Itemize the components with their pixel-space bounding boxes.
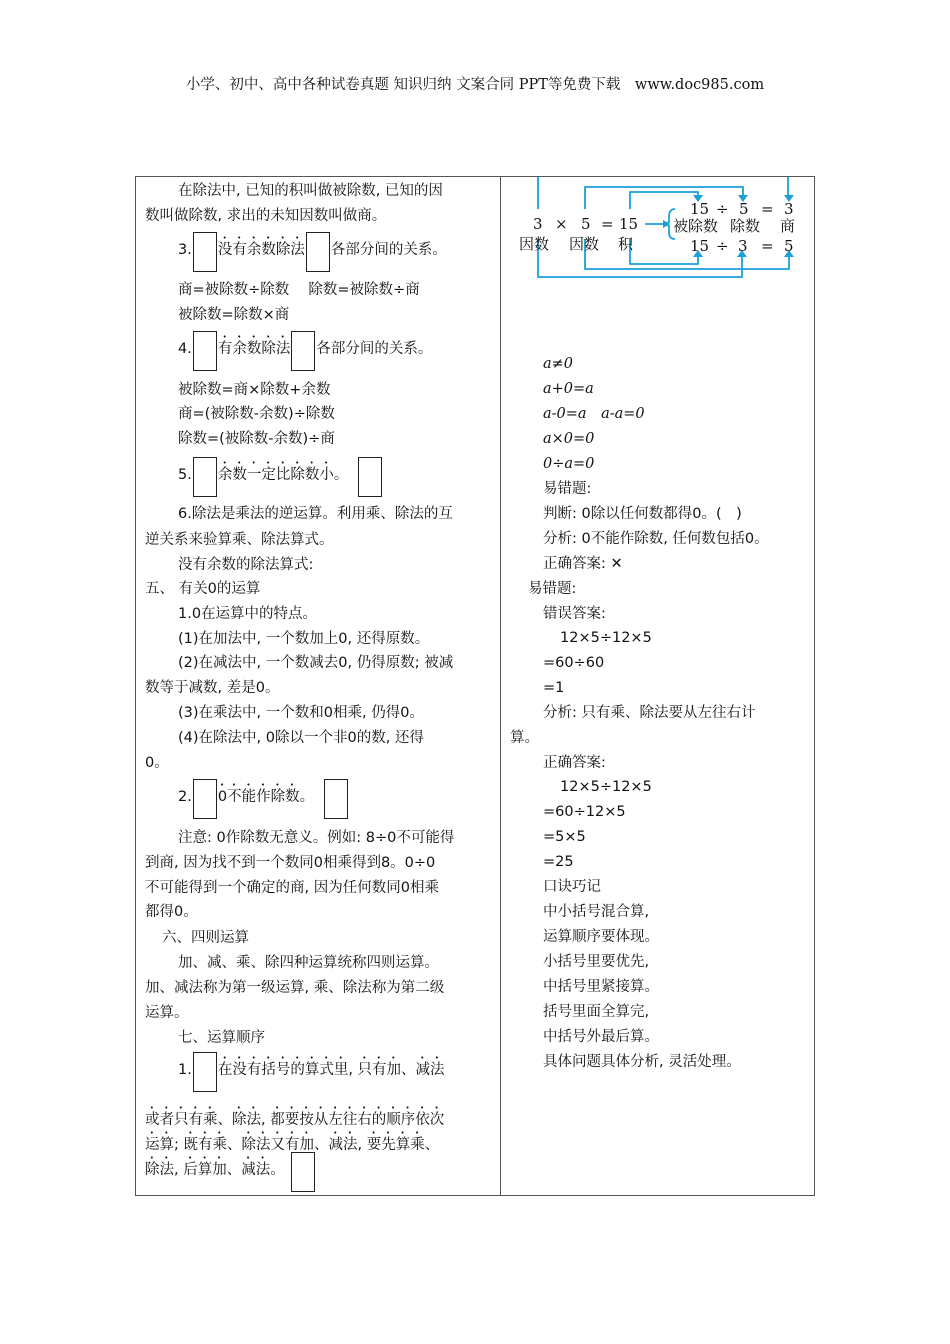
formula: 商=(被除数-余数)÷除数 xyxy=(178,406,335,422)
text-line: 注意: 0作除数无意义。例如: 8÷0不可能得 xyxy=(178,830,455,846)
dividend: 15 xyxy=(690,237,710,255)
equals-sign: = xyxy=(761,200,774,218)
times-sign: × xyxy=(555,215,568,233)
label: 因数 xyxy=(519,235,550,253)
formula: a×0=0 xyxy=(543,431,595,447)
divide-sign: ÷ xyxy=(716,200,729,218)
blank-box xyxy=(193,232,217,272)
text-line: 都得0。 xyxy=(145,904,198,920)
item-number: 2. xyxy=(178,789,192,805)
text-line: 正确答案: xyxy=(543,755,606,771)
divisor: 5 xyxy=(739,200,749,218)
emphasis-text: 在没有括号的算式里, 只有加、减法 xyxy=(217,1062,445,1078)
mnemonic-line: 中括号里紧接算。 xyxy=(543,979,659,995)
dividend: 15 xyxy=(690,200,710,218)
text-line: 6.除法是乘法的逆运算。利用乘、除法的互 xyxy=(178,506,453,522)
text-line: 错误答案: xyxy=(543,606,606,622)
item-2 xyxy=(178,775,349,819)
blank-box xyxy=(324,779,348,819)
text: 各部分间的关系。 xyxy=(330,242,447,258)
formula: =1 xyxy=(543,680,565,696)
section-heading: 七、运算顺序 xyxy=(178,1030,265,1046)
text-line: 正确答案: ✕ xyxy=(543,556,623,572)
order-rule xyxy=(178,1048,445,1092)
text: 。 xyxy=(333,467,349,483)
formula: 0÷a=0 xyxy=(543,456,595,472)
formula: =60÷12×5 xyxy=(543,804,626,820)
blank-box xyxy=(193,457,217,497)
blank-box xyxy=(193,331,217,371)
formula: 除数=(被除数-余数)÷商 xyxy=(178,431,335,447)
mnemonic-line: 中小括号混合算, xyxy=(543,904,650,920)
emphasis-text: 余数一定比除数小 xyxy=(217,467,334,483)
emphasis-text: 没有余数除法 xyxy=(217,242,305,258)
text-line: (4)在除法中, 0除以一个非0的数, 还得 xyxy=(178,730,424,746)
text-line: 1.0在运算中的特点。 xyxy=(178,606,318,622)
blank-box xyxy=(291,331,315,371)
formula: 被除数=商×除数+余数 xyxy=(178,382,331,398)
equals-sign: = xyxy=(761,237,774,255)
text-line xyxy=(145,1148,316,1192)
formula: =25 xyxy=(543,854,574,870)
blank-box xyxy=(358,457,382,497)
divide-sign: ÷ xyxy=(716,237,729,255)
emphasis-text: 除法, 后算加、减法。 xyxy=(145,1162,285,1178)
text-line: 数等于减数, 差是0。 xyxy=(145,680,280,696)
mnemonic-line: 具体问题具体分析, 灵活处理。 xyxy=(543,1054,741,1070)
mnemonic-line: 中括号外最后算。 xyxy=(543,1029,659,1045)
text-line: (2)在减法中, 一个数减去0, 仍得原数; 被减 xyxy=(178,655,454,671)
blank-box xyxy=(193,779,217,819)
mnemonic-line: 括号里面全算完, xyxy=(543,1004,650,1020)
label: 因数 xyxy=(569,235,600,253)
item-4 xyxy=(178,327,432,371)
text-line: 易错题: xyxy=(543,481,592,497)
formula: a≠0 xyxy=(543,356,574,372)
blank-box xyxy=(291,1152,315,1192)
text: 。 xyxy=(299,789,315,805)
text-line: 不可能得到一个确定的商, 因为任何数同0相乘 xyxy=(145,880,439,896)
emphasis-text: 有余数除法 xyxy=(217,341,291,357)
text-line: 逆关系来验算乘、除法算式。 xyxy=(145,532,334,548)
text-line: 到商, 因为找不到一个数同0相乘得到8。0÷0 xyxy=(145,855,436,871)
formula: a+0=a xyxy=(543,381,594,397)
emphasis-text: 0不能作除数 xyxy=(217,789,300,805)
formula: =60÷60 xyxy=(543,655,605,671)
formula: 商=被除数÷除数 除数=被除数÷商 xyxy=(178,282,420,298)
section-heading: 五、 有关0的运算 xyxy=(145,581,261,597)
blank-box xyxy=(306,232,330,272)
mnemonic-line: 运算顺序要体现。 xyxy=(543,929,659,945)
text-line: 分析: 0不能作除数, 任何数包括0。 xyxy=(543,531,769,547)
label: 商 xyxy=(780,217,796,235)
text-line: 算。 xyxy=(510,730,539,746)
text-line: (3)在乘法中, 一个数和0相乘, 仍得0。 xyxy=(178,705,424,721)
label: 被除数 xyxy=(673,217,719,235)
label: 除数 xyxy=(730,217,761,235)
item-number: 5. xyxy=(178,467,192,483)
text-line: 运算。 xyxy=(145,1005,189,1021)
quotient: 5 xyxy=(784,237,794,255)
product: 15 xyxy=(619,215,639,233)
item-number: 4. xyxy=(178,341,192,357)
text-line: 易错题: xyxy=(528,581,577,597)
mnemonic-title: 口诀巧记 xyxy=(543,879,601,895)
item-5 xyxy=(178,453,383,497)
text-line: (1)在加法中, 一个数加上0, 还得原数。 xyxy=(178,631,430,647)
text-line: 运算; 既有乘、除法又有加、减法, 要先算乘、 xyxy=(145,1137,440,1153)
quotient: 3 xyxy=(784,200,794,218)
text-line: 加、减、乘、除四种运算统称四则运算。 xyxy=(178,955,439,971)
formula: 12×5÷12×5 xyxy=(560,630,652,646)
text-line: 0。 xyxy=(145,755,169,771)
multiplication-division-diagram xyxy=(505,177,810,282)
text-line: 加、减法称为第一级运算, 乘、除法称为第二级 xyxy=(145,980,445,996)
divisor: 3 xyxy=(738,237,748,255)
factor: 5 xyxy=(581,215,591,233)
blank-box xyxy=(193,1052,217,1092)
label: 积 xyxy=(618,235,634,253)
formula: 被除数=除数×商 xyxy=(178,307,290,323)
formula: =5×5 xyxy=(543,829,586,845)
page-header: 小学、初中、高中各种试卷真题 知识归纳 文案合同 PPT等免费下载 www.doc985.com xyxy=(185,77,765,93)
text-line: 判断: 0除以任何数都得0。( ) xyxy=(543,506,742,522)
item-number: 1. xyxy=(178,1062,192,1078)
text-line: 在除法中, 已知的积叫做被除数, 已知的因 xyxy=(178,183,443,199)
section-heading: 六、四则运算 xyxy=(162,930,249,946)
formula: 12×5÷12×5 xyxy=(560,779,652,795)
column-divider xyxy=(500,176,501,1196)
text-line: 数叫做除数, 求出的未知因数叫做商。 xyxy=(145,208,387,224)
item-3 xyxy=(178,228,447,272)
formula: a-0=a a-a=0 xyxy=(543,406,645,422)
mnemonic-line: 小括号里要优先, xyxy=(543,954,650,970)
text-line: 没有余数的除法算式: xyxy=(178,557,314,573)
text-line: 分析: 只有乘、除法要从左往右计 xyxy=(543,705,756,721)
equals-sign: = xyxy=(601,215,614,233)
text: 各部分间的关系。 xyxy=(316,341,433,357)
factor: 3 xyxy=(533,215,543,233)
text-line: 或者只有乘、除法, 都要按从左往右的顺序依次 xyxy=(145,1112,445,1128)
item-number: 3. xyxy=(178,242,192,258)
